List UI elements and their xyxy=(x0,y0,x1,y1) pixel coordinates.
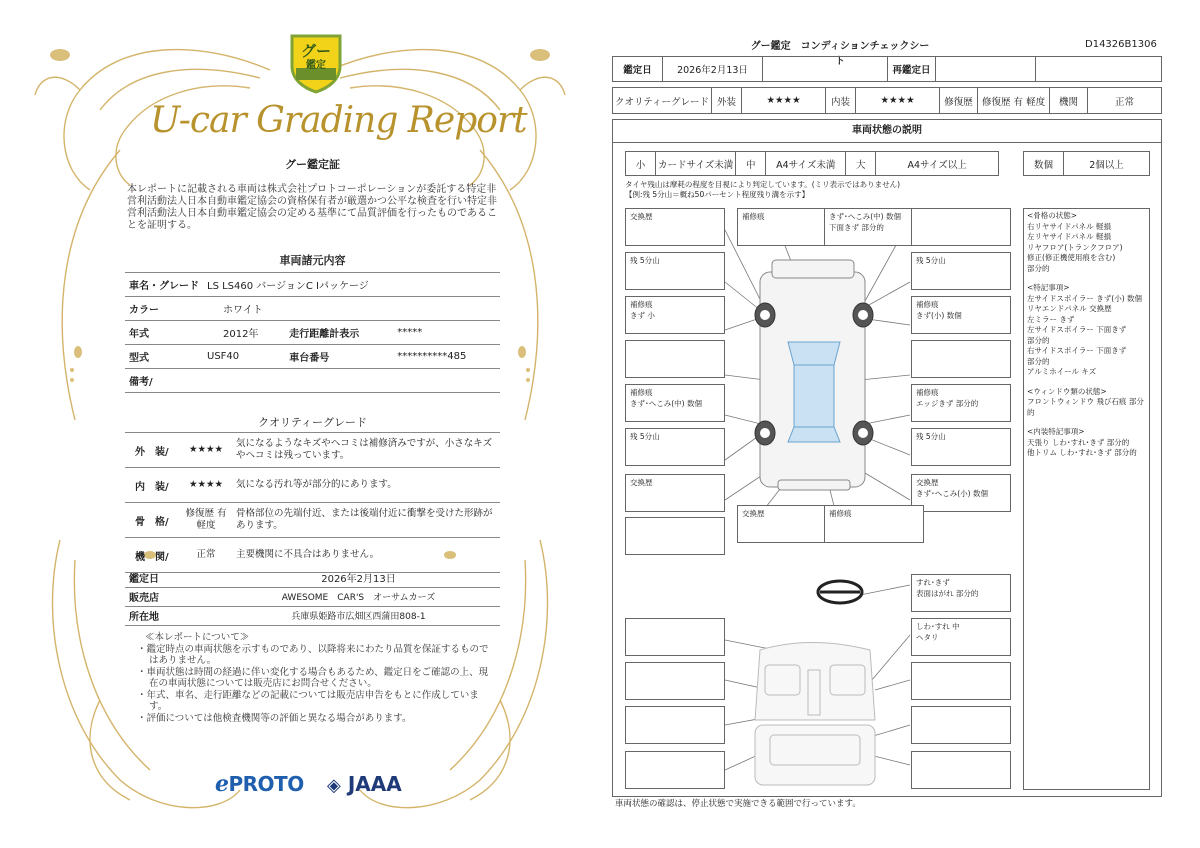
special-note-item: 左サイドスポイラー きず(小) 数個 xyxy=(1027,293,1143,303)
spec-chassis-value: **********485 xyxy=(393,345,500,369)
info-row-address xyxy=(125,606,500,625)
special-note-item: 左サイドスポイラー 下面きず xyxy=(1027,325,1127,334)
spec-row-color xyxy=(125,297,500,321)
sheet-title: グー鑑定 コンディションチェックシート xyxy=(750,41,930,67)
box-16-line-1: 交換歴 xyxy=(916,478,939,487)
box-14-line-1: 残 5分山 xyxy=(916,432,946,441)
special-note-item: リヤエンドパネル 交換歴 xyxy=(1027,304,1112,313)
legend-count-desc: 2個以上 xyxy=(1064,152,1150,176)
badge-bottom-text: 鑑定 xyxy=(306,60,326,71)
redate-blank xyxy=(1036,57,1162,82)
int-value: ★★★★ xyxy=(856,88,940,114)
spec-table xyxy=(125,272,500,393)
info-dealer-label: 販売店 xyxy=(125,587,217,606)
special-note-item: 部分的 xyxy=(1027,335,1050,345)
special-note-item: アルミホイール キズ xyxy=(1027,367,1097,376)
condition-box-15 xyxy=(625,474,725,512)
spec-mileage-value: ***** xyxy=(393,321,500,345)
box-5-line-1: 残 5分山 xyxy=(630,256,660,265)
legend-medium-desc: A4サイズ未満 xyxy=(766,152,846,176)
condition-box-23 xyxy=(625,662,725,700)
condition-box-9 xyxy=(625,340,725,378)
box-18-line-1: 交換歴 xyxy=(742,509,765,518)
grade-table xyxy=(612,87,1162,114)
quality-exterior-label: 外 装/ xyxy=(125,433,180,468)
note-item: ・年式、車名、走行距離などの記載については販売店申告をもとに作成しています。 xyxy=(137,689,479,712)
grade-label: クオリティーグレード xyxy=(613,88,712,114)
special-note-item: 右サイドスポイラー 下面きず xyxy=(1027,346,1127,355)
condition-notes-column xyxy=(1023,208,1150,790)
spec-name-value: LS LS460 バージョンC Iパッケージ xyxy=(203,273,500,297)
info-row-dealer xyxy=(125,587,500,606)
special-note-item: 左ミラー きず xyxy=(1027,314,1075,324)
report-script-title: U-car Grading Report xyxy=(150,100,527,141)
frame-condition-heading: <骨格の状態> xyxy=(1027,211,1078,220)
box-2-line-1: 補修痕 xyxy=(742,212,765,221)
quality-heading: クオリティーグレード xyxy=(258,416,367,429)
quality-interior-label: 内 装/ xyxy=(125,468,180,503)
info-date-value: 2026年2月13日 xyxy=(217,568,500,587)
certificate-body: 本レポートに記載される車両は株式会社プロトコーポレーションが委託する特定非営利活動法人日本自動車鑑定協会の資格保有者が厳選かつ公平な検査を行い特定非営利活動法人日本自動車鑑定協会の定める基準にて品質評価を行ったものであることを証明する。 xyxy=(127,184,497,231)
spec-mileage-label: 走行距離計表示 xyxy=(285,321,393,345)
box-11-line-1: 補修痕 xyxy=(630,388,653,397)
legend-count: 数個 xyxy=(1024,152,1064,176)
quality-interior-value: ★★★★ xyxy=(180,468,232,503)
quality-engine-value: 正常 xyxy=(180,538,232,573)
spec-row-year xyxy=(125,321,500,345)
box-15-line-1: 交換歴 xyxy=(630,478,653,487)
info-address-label: 所在地 xyxy=(125,606,217,625)
quality-row-frame xyxy=(125,503,500,538)
note-item: ・評価については他検査機関等の評価と異なる場合があります。 xyxy=(137,712,412,724)
condition-box-14 xyxy=(911,428,1011,466)
condition-box-1 xyxy=(625,208,725,246)
interior-note-item: 他トリム しわ･すれ･きず 部分的 xyxy=(1027,448,1137,457)
box-22-line-2: ヘタリ xyxy=(916,633,939,642)
spec-name-label: 車名・グレード xyxy=(125,273,203,297)
box-7-line-2: きず 小 xyxy=(630,311,655,320)
condition-box-10 xyxy=(911,340,1011,378)
date-table xyxy=(612,56,1162,82)
frame-condition-item: 右リヤサイドパネル 軽損 xyxy=(1027,221,1112,231)
notes-heading: ≪本レポートについて≫ xyxy=(145,632,250,643)
frame-condition-item: 左リヤサイドパネル 軽損 xyxy=(1027,232,1112,241)
repair-label: 修復歴 xyxy=(940,88,978,114)
condition-box-24 xyxy=(911,662,1011,700)
sheet-footnote: 車両状態の確認は、停止状態で実施できる範囲で行っています。 xyxy=(615,799,861,809)
int-label: 内装 xyxy=(826,88,856,114)
condition-box-8 xyxy=(911,296,1011,334)
box-22-line-1: しわ･すれ 中 xyxy=(916,622,960,631)
proto-mark-icon: ℯ xyxy=(215,772,229,797)
condition-check-sheet xyxy=(600,0,1200,848)
interior-notes-group xyxy=(1027,427,1146,459)
condition-heading: 車両状態の説明 xyxy=(612,119,1162,143)
certificate-heading: グー鑑定証 xyxy=(285,158,340,171)
legend-small: 小 xyxy=(626,152,656,176)
legend-large: 大 xyxy=(846,152,876,176)
date-value: 2026年2月13日 xyxy=(663,57,763,82)
condition-box-18 xyxy=(737,505,837,543)
count-legend xyxy=(1023,151,1150,176)
quality-engine-label: 機 関/ xyxy=(125,538,180,573)
window-condition-group xyxy=(1027,387,1146,419)
ext-label: 外装 xyxy=(712,88,742,114)
box-3-line-2: 下面きず 部分的 xyxy=(829,223,884,232)
info-dealer-value: AWESOME CAR'S オーサムカーズ xyxy=(217,587,500,606)
special-notes-group xyxy=(1027,283,1146,378)
dealer-info-table xyxy=(125,568,500,626)
legend-small-desc: カードサイズ未満 xyxy=(656,152,736,176)
legend-large-desc: A4サイズ以上 xyxy=(876,152,999,176)
proto-logo-text: PROTO xyxy=(228,772,304,796)
box-8-line-1: 補修痕 xyxy=(916,300,939,309)
spec-row-model xyxy=(125,345,500,369)
ext-value: ★★★★ xyxy=(742,88,826,114)
info-date-label: 鑑定日 xyxy=(125,568,217,587)
condition-box-12 xyxy=(911,384,1011,422)
interior-notes-heading: <内装特記事項> xyxy=(1027,427,1085,436)
spec-year-value: 2012年 xyxy=(203,321,285,345)
spec-model-value: USF40 xyxy=(203,345,285,369)
box-16-line-2: きず･へこみ(小) 数個 xyxy=(916,489,988,498)
box-13-line-1: 残 5分山 xyxy=(630,432,660,441)
sheet-serial: D14326B1306 xyxy=(1085,39,1157,50)
repair-value: 修復歴 有 軽度 xyxy=(978,88,1050,114)
spec-model-label: 型式 xyxy=(125,345,203,369)
condition-box-16 xyxy=(911,474,1011,512)
box-19-line-1: 補修痕 xyxy=(829,509,852,518)
redate-value xyxy=(936,57,1036,82)
quality-row-interior xyxy=(125,468,500,503)
spec-chassis-label: 車台番号 xyxy=(285,345,393,369)
interior-note-item: 天張り しわ･すれ･きず 部分的 xyxy=(1027,437,1130,447)
box-6-line-1: 残 5分山 xyxy=(916,256,946,265)
frame-condition-group xyxy=(1027,211,1146,274)
spec-year-label: 年式 xyxy=(125,321,203,345)
quality-exterior-desc: 気になるようなキズやヘコミは補修済みですが、小さなキズやヘコミは残っています。 xyxy=(232,433,500,468)
quality-row-exterior xyxy=(125,433,500,468)
spec-row-name xyxy=(125,273,500,297)
jaaa-logo-text: JAAA xyxy=(347,772,402,796)
frame-condition-item: 修正(修正機使用痕を含む) xyxy=(1027,253,1116,262)
jaaa-logo xyxy=(327,772,402,796)
quality-frame-desc: 骨格部位の先端付近、または後端付近に衝撃を受けた形跡があります。 xyxy=(232,503,500,538)
condition-box-27 xyxy=(625,751,725,789)
special-notes-heading: <特記事項> xyxy=(1027,283,1070,292)
frame-condition-item: リヤフロア(トランクフロア) xyxy=(1027,242,1123,252)
engine-value: 正常 xyxy=(1088,88,1162,114)
quality-frame-label: 骨 格/ xyxy=(125,503,180,538)
note-item: ・車両状態は時間の経過に伴い変化する場合もあるため、鑑定日をご確認の上、現在の車両状態については販売店にお問合せください。 xyxy=(137,666,489,689)
condition-box-26 xyxy=(911,706,1011,744)
info-row-date xyxy=(125,568,500,587)
condition-box-25 xyxy=(625,706,725,744)
spec-color-value: ホワイト xyxy=(203,297,500,321)
box-12-line-1: 補修痕 xyxy=(916,388,939,397)
box-1-line-1: 交換歴 xyxy=(630,212,653,221)
box-7-line-1: 補修痕 xyxy=(630,300,653,309)
quality-table xyxy=(125,432,500,573)
box-20-line-2: 表面はがれ 部分的 xyxy=(916,589,979,598)
spec-color-label: カラー xyxy=(125,297,203,321)
box-20-line-1: すれ･きず xyxy=(916,578,950,587)
box-3-line-1: きず･へこみ(中) 数個 xyxy=(829,212,901,221)
jaaa-mark-icon: ◈ xyxy=(327,775,341,796)
badge-top-text: グー xyxy=(300,42,331,60)
note-item: ・鑑定時点の車両状態を示すものであり、以降将来にわたり品質を保証するものではありません。 xyxy=(137,643,489,666)
spec-heading: 車両諸元内容 xyxy=(279,254,346,267)
condition-box-3 xyxy=(824,208,924,246)
info-address-value: 兵庫県姫路市広畑区西蒲田808-1 xyxy=(217,606,500,625)
tire-note-line-1: タイヤ残山は摩耗の程度を目視により判定しています。(ミリ表示ではありません) xyxy=(625,180,901,189)
report-notes xyxy=(137,632,497,724)
quality-interior-desc: 気になる汚れ等が部分的にあります。 xyxy=(232,468,500,503)
date-label: 鑑定日 xyxy=(613,57,663,82)
condition-box-17 xyxy=(625,517,725,555)
box-12-line-2: エッジきず 部分的 xyxy=(916,399,979,408)
size-legend xyxy=(625,151,999,176)
condition-box-20 xyxy=(911,574,1011,612)
redate-label: 再鑑定日 xyxy=(888,57,936,82)
proto-logo xyxy=(215,772,304,797)
condition-box-22 xyxy=(911,618,1011,656)
condition-box-4 xyxy=(911,208,1011,246)
legend-medium: 中 xyxy=(736,152,766,176)
quality-exterior-value: ★★★★ xyxy=(180,433,232,468)
condition-box-19 xyxy=(824,505,924,543)
engine-label: 機関 xyxy=(1050,88,1088,114)
frame-condition-item: 部分的 xyxy=(1027,263,1050,273)
spec-remarks-label: 備考/ xyxy=(125,369,500,393)
window-condition-heading: <ウィンドウ類の状態> xyxy=(1027,386,1107,396)
condition-box-11 xyxy=(625,384,725,422)
box-8-line-2: きず(小) 数個 xyxy=(916,311,962,320)
condition-box-28 xyxy=(911,751,1011,789)
condition-box-7 xyxy=(625,296,725,334)
box-11-line-2: きず･へこみ(中) 数個 xyxy=(630,399,702,408)
condition-box-5 xyxy=(625,252,725,290)
condition-box-13 xyxy=(625,428,725,466)
condition-box-21 xyxy=(625,618,725,656)
condition-box-6 xyxy=(911,252,1011,290)
spec-row-remarks xyxy=(125,369,500,393)
tire-note xyxy=(625,180,900,200)
date-blank xyxy=(763,57,888,82)
quality-frame-value: 修復歴 有 軽度 xyxy=(180,503,232,538)
special-note-item: 部分的 xyxy=(1027,356,1050,366)
condition-box-2 xyxy=(737,208,837,246)
tire-note-line-2: 【例:残 5分山＝概ね50パーセント程度残り溝を示す】 xyxy=(625,190,810,199)
quality-engine-desc: 主要機関に不具合はありません。 xyxy=(232,538,500,573)
goo-kantei-badge xyxy=(288,32,344,94)
window-condition-item: フロントウィンドウ 飛び石痕 部分的 xyxy=(1027,397,1144,417)
